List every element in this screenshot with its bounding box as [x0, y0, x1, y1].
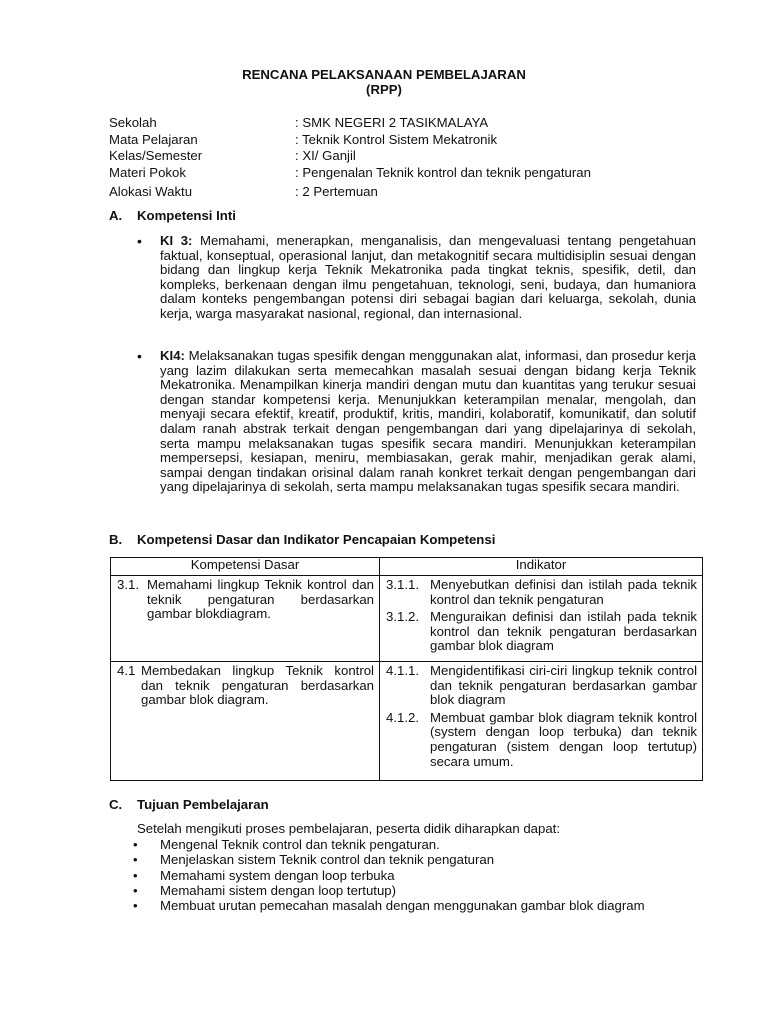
bullet-icon: • — [137, 233, 142, 249]
kd-text: Membedakan lingkup Teknik kontrol dan teknik pengaturan berdasarkan gambar blok diagram. — [141, 663, 374, 708]
section-title: Tujuan Pembelajaran — [137, 797, 269, 812]
indicator-text: Menguraikan definisi dan istilah pada teknik kontrol dan teknik pengaturan berdasarkan gambar blok diagram — [430, 609, 697, 654]
kd-text: Memahami lingkup Teknik kontrol dan teknik pengaturan berdasarkan gambar blokdiagram. — [147, 577, 374, 622]
kd-number: 3.1. — [117, 577, 139, 592]
indicator-text: Menyebutkan definisi dan istilah pada teknik kontrol dan teknik pengaturan — [430, 577, 697, 607]
competency-table — [110, 557, 703, 781]
bullet-icon: • — [133, 837, 138, 852]
info-label: Materi Pokok — [109, 164, 186, 180]
goal-text: Membuat urutan pemecahan masalah dengan menggunakan gambar blok diagram — [160, 898, 645, 914]
indicator-item — [386, 610, 697, 654]
indicator-cell — [380, 576, 703, 662]
bullet-icon: • — [133, 882, 138, 898]
kd-item — [117, 578, 374, 622]
indicator-text: Membuat gambar blok diagram teknik kontrol (system dengan loop terbuka) dan teknik pengaturan (sistem dengan loop tertutup) secara umum. — [430, 709, 697, 769]
info-label: Mata Pelajaran — [109, 131, 198, 147]
bullet-icon: • — [133, 898, 138, 914]
ki3-text: Memahami, menerapkan, menganalisis, dan mengevaluasi tentang pengetahuan faktual, konseptual, operasional lanjut, dan metakognitif secara multidisiplin sesuai dengan bidang dan lingkup kerja Teknik Mekatronika pada tingkat teknis, spesifik, detil, dan kompleks, berkenaan dengan ilmu pengetahuan, teknologi, seni, budaya, dan humaniora dalam konteks pengembangan potensi diri sebagai bagian dari keluarga, sekolah, dunia kerja, warga masyarakat nasional, regional, dan internasional. — [160, 233, 697, 321]
info-row-topic — [109, 166, 709, 183]
goal-text: Memahami system dengan loop terbuka — [160, 867, 395, 883]
info-value: : SMK NEGERI 2 TASIKMALAYA — [295, 115, 489, 130]
section-letter: B. — [109, 532, 123, 547]
info-value: : 2 Pertemuan — [295, 184, 378, 199]
bullet-icon: • — [133, 867, 138, 883]
kd-number: 4.1 — [117, 663, 136, 678]
document-subtitle: (RPP) — [366, 82, 402, 97]
list-item — [133, 884, 713, 899]
indicator-cell — [380, 662, 703, 781]
ki4-text: Melaksanakan tugas spesifik dengan menggunakan alat, informasi, dan prosedur kerja yang lazim dilakukan serta memecahkan masalah sesuai dengan bidang kerja Teknik Mekatronika. Menampilkan kinerja mandiri dengan mutu dan kuantitas yang terukur sesuai dengan standar kompetensi kerja. Menunjukkan keterampilan menalar, mengolah, dan menyaji secara efektif, kreatif, produktif, kritis, mandiri, kolaboratif, komunikatif, dan solutif dalam ranah abstrak terkait dengan pengembangan dari yang dipelajarinya di sekolah, serta mampu melaksanakan tugas spesifik secara mandiri. Menunjukkan keterampilan mempersepsi, kesiapan, meniru, membiasakan, gerak mahir, menjadikan gerak alami, sampai dengan tindakan orisinal dalam ranah konkret terkait dengan pengembangan dari yang dipelajarinya di sekolah, serta mampu melaksanakan tugas spesifik secara mandiri. — [160, 348, 696, 495]
identity-info — [109, 116, 709, 202]
document-title: RENCANA PELAKSANAAN PEMBELAJARAN — [242, 67, 526, 82]
section-c-heading — [109, 798, 269, 813]
ki4-paragraph — [160, 349, 696, 495]
info-label: Alokasi Waktu — [109, 184, 193, 199]
section-title: Kompetensi Dasar dan Indikator Pencapaian Kompetensi — [137, 532, 496, 547]
goals-intro: Setelah mengikuti proses pembelajaran, peserta didik diharapkan dapat: — [137, 821, 560, 836]
column-header-indikator: Indikator — [380, 558, 703, 576]
indicator-number: 4.1.1. — [386, 663, 419, 678]
section-b-heading — [109, 533, 495, 548]
kd-cell — [111, 576, 380, 662]
info-row-school — [109, 116, 709, 133]
column-header-kd: Kompetensi Dasar — [111, 558, 380, 576]
indicator-number: 3.1.1. — [386, 577, 419, 592]
list-item — [133, 838, 713, 853]
goal-text: Menjelaskan sistem Teknik control dan teknik pengaturan — [160, 852, 495, 868]
section-letter: A. — [109, 208, 123, 223]
table-row — [111, 576, 703, 662]
indicator-item — [386, 664, 697, 708]
table-row — [111, 662, 703, 781]
table-header-row — [111, 558, 703, 576]
indicator-number: 3.1.2. — [386, 609, 419, 625]
indicator-number: 4.1.2. — [386, 709, 419, 725]
kd-cell — [111, 662, 380, 781]
ki3-paragraph — [160, 234, 696, 322]
kd-item — [117, 664, 374, 708]
info-value: : Pengenalan Teknik kontrol dan teknik pengaturan — [295, 164, 591, 180]
info-row-subject — [109, 133, 709, 150]
goal-text: Mengenal Teknik control dan teknik pengaturan. — [160, 837, 440, 852]
section-a-heading — [109, 209, 236, 224]
info-row-class — [109, 149, 709, 166]
goal-text: Memahami sistem dengan loop tertutup) — [160, 882, 397, 898]
list-item — [133, 899, 713, 914]
info-label: Sekolah — [109, 115, 157, 130]
goals-list — [133, 838, 713, 914]
info-value: : XI/ Ganjil — [295, 148, 356, 163]
info-value: : Teknik Kontrol Sistem Mekatronik — [295, 131, 498, 147]
ki4-label: KI4: — [160, 348, 185, 363]
indicator-item — [386, 711, 697, 769]
indicator-item — [386, 578, 697, 607]
list-item — [133, 869, 713, 884]
section-title: Kompetensi Inti — [137, 208, 236, 223]
info-row-time — [109, 185, 709, 202]
bullet-icon: • — [137, 348, 142, 364]
info-label: Kelas/Semester — [109, 148, 203, 163]
list-item — [133, 853, 713, 868]
section-letter: C. — [109, 797, 123, 812]
indicator-text: Mengidentifikasi ciri-ciri lingkup teknik control dan teknik pengaturan berdasarkan gambar blok diagram — [430, 663, 697, 708]
bullet-icon: • — [133, 852, 138, 868]
ki3-label: KI 3: — [160, 233, 193, 248]
